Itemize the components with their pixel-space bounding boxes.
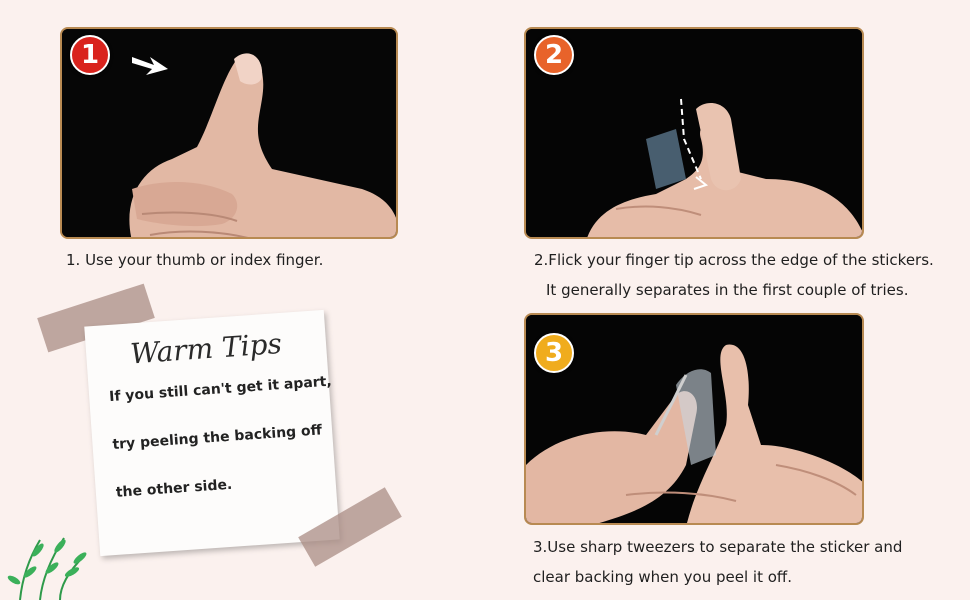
step-1-caption [66, 245, 323, 275]
step-number-badge: 1 [70, 35, 110, 75]
flicking-sticker-hands-illustration [526, 29, 864, 239]
step-2-caption [534, 245, 934, 305]
step-number-badge: 2 [534, 35, 574, 75]
step-3-caption [533, 532, 902, 592]
caption-line: 1. Use your thumb or index finger. [66, 251, 324, 269]
caption-line: It generally separates in the first couple of tries. [546, 281, 909, 299]
tip-line: If you still can't get it apart, [108, 373, 333, 406]
step-2-photo [524, 27, 864, 239]
caption-line: clear backing when you peel it off. [533, 568, 792, 586]
caption-line: 3.Use sharp tweezers to separate the sticker and [533, 538, 903, 556]
tip-line: try peeling the backing off [112, 422, 323, 453]
warm-tips-note [84, 310, 339, 556]
warm-tips-title: Warm Tips [129, 326, 283, 371]
plant-decoration-icon [0, 510, 100, 600]
step-1-photo [60, 27, 398, 239]
step-3-photo [524, 313, 864, 525]
thumb-up-hand-illustration [62, 29, 398, 239]
pointing-arrow-icon [130, 51, 170, 79]
step-number-badge: 3 [534, 333, 574, 373]
tweezers-peeling-hands-illustration [526, 315, 864, 525]
caption-line: 2.Flick your finger tip across the edge of the stickers. [534, 251, 934, 269]
tip-line: the other side. [115, 476, 233, 501]
